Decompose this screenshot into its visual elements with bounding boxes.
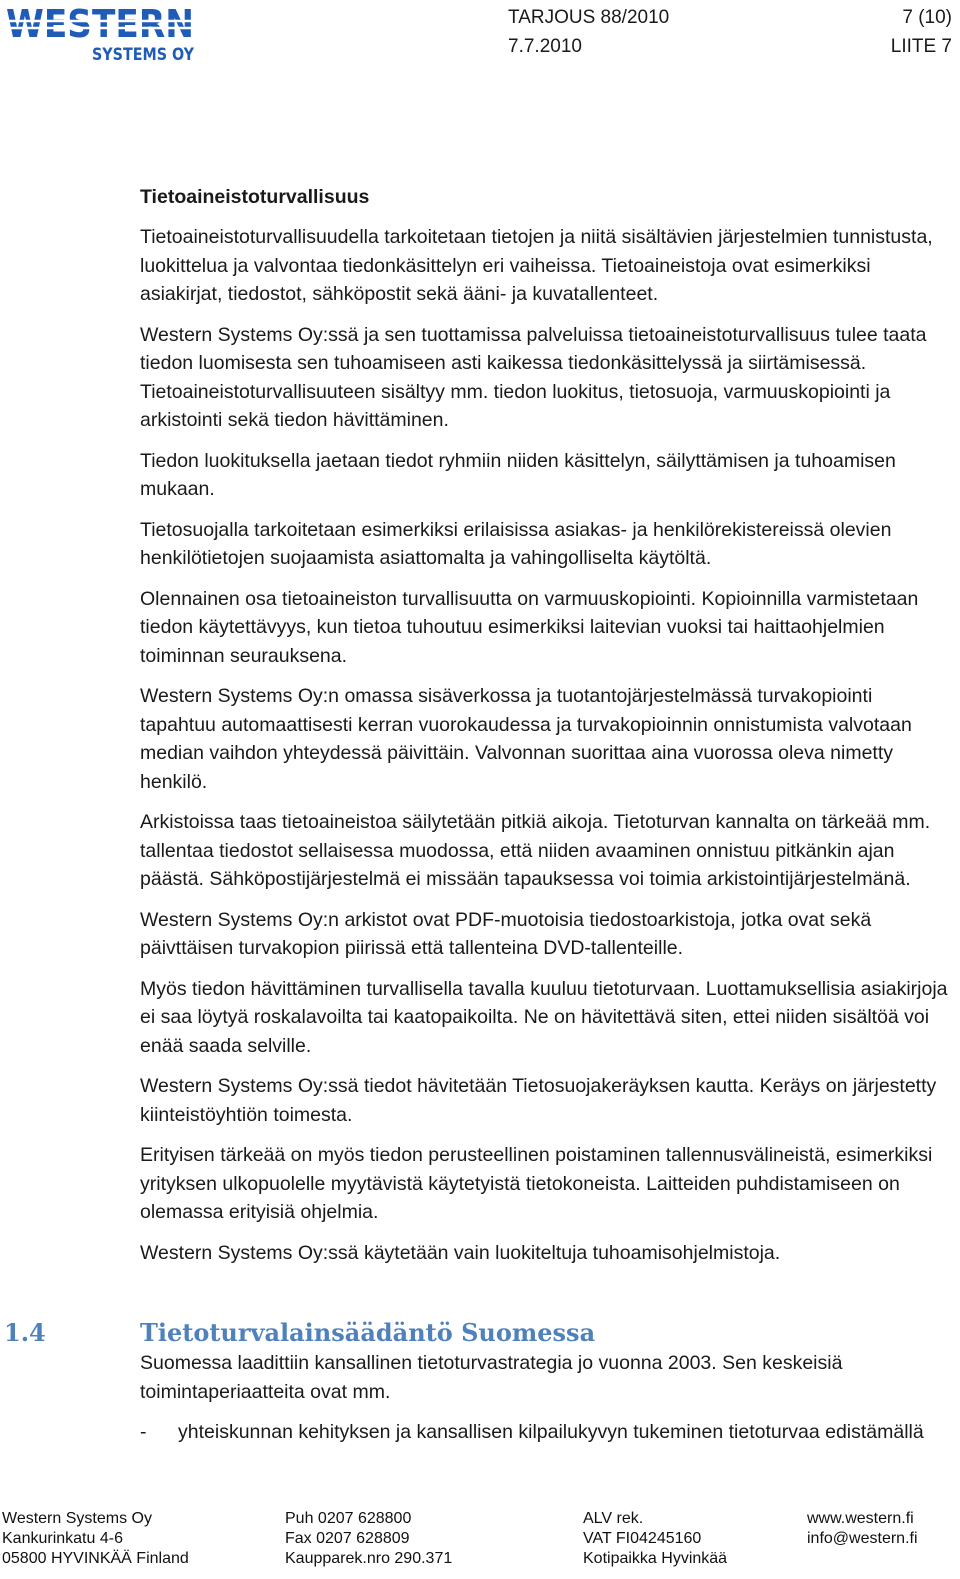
header-doc-info: [508, 3, 669, 61]
footer-contact: [285, 1509, 452, 1569]
paragraph: Myös tiedon hävittäminen turvallisella tavalla kuuluu tietoturvaan. Luottamuksellisia asiakirjoja ei saa löytyä roskalavoilta tai kaatopaikoilta. Ne on hävitettävä siten, ettei niiden sisältöä voi enää saada selville.: [140, 977, 948, 1057]
footer-company-name: Western Systems Oy: [2, 1510, 152, 1527]
header-page-info: [891, 3, 952, 61]
main-content: [140, 183, 950, 1279]
section-number: 1.4: [4, 1318, 46, 1347]
paragraph: Tiedon luokituksella jaetaan tiedot ryhmiin niiden käsittelyn, säilyttämisen ja tuhoamisen mukaan.: [140, 449, 896, 500]
company-logo: [4, 4, 198, 66]
section-title: Tietoaineistoturvallisuus: [140, 186, 370, 208]
footer-vat: [583, 1509, 727, 1569]
section-heading-title: Tietoturvalainsäädäntö Suomessa: [140, 1318, 596, 1347]
footer-vat-label: ALV rek.: [583, 1510, 644, 1527]
attachment-label: LIITE 7: [890, 36, 952, 57]
section-heading: [0, 1318, 960, 1352]
footer-website-link[interactable]: www.western.fi: [807, 1510, 914, 1527]
footer-web: [807, 1509, 918, 1549]
paragraph: Erityisen tärkeää on myös tiedon perusteellinen poistaminen tallennusvälineistä, esimerkiksi yrityksen ulkopuolelle myytävistä käytetyistä tietokoneista. Laitteiden puhdistamiseen on olemassa erityisiä ohjelmia.: [140, 1144, 933, 1223]
footer-street: Kankurinkatu 4-6: [2, 1530, 123, 1547]
paragraph: Arkistoissa taas tietoaineistoa säilytetään pitkiä aikoja. Tietoturvan kannalta on tärkeää mm. tallentaa tiedostot sellaisessa muodossa, että niiden avaaminen onnistuu pitkänkin ajan päästä. Sähköpostijärjestelmä ei missään tapauksessa voi toimia arkistointijärjestelmänä.: [140, 811, 931, 890]
list-item-text: yhteiskunnan kehityksen ja kansallisen kilpailukyvyn tukeminen tietoturvaa edistämällä: [178, 1421, 924, 1443]
paragraph: Western Systems Oy:n omassa sisäverkossa ja tuotantojärjestelmässä turvakopiointi tapahtuu automaattisesti kerran vuorokaudessa ja turvakopioinnin onnistumista valvotaan median vaihdon yhteydessä päivittäin. Valvonnan suorittaa aina vuorossa oleva nimetty henkilö.: [140, 685, 912, 793]
section-intro: Suomessa laadittiin kansallinen tietoturvastrategia jo vuonna 2003. Sen keskeisiä toimintaperiaatteita ovat mm.: [140, 1352, 843, 1403]
doc-date: 7.7.2010: [508, 36, 582, 57]
doc-reference: TARJOUS 88/2010: [508, 7, 670, 28]
paragraph: Western Systems Oy:n arkistot ovat PDF-muotoisia tiedostoarkistoja, jotka ovat sekä päivttäisen turvakopion piirissä että tallenteina DVD-tallenteille.: [140, 908, 872, 959]
logo-text-top: WESTERN: [6, 2, 194, 46]
paragraph: Olennainen osa tietoaineiston turvallisuutta on varmuuskopiointi. Kopioinnilla varmistetaan tiedon käytettävyys, kun tietoa tuhoutuu esimerkiksi laitevian vuoksi tai haittaohjelmien toiminnan seurauksena.: [140, 587, 919, 667]
logo-text-bottom: SYSTEMS OY: [92, 45, 195, 65]
paragraph: Western Systems Oy:ssä tiedot hävitetään Tietosuojakeräyksen kautta. Keräys on järjestetty kiinteistöyhtiön toimesta.: [140, 1075, 937, 1126]
paragraph: Western Systems Oy:ssä käytetään vain luokiteltuja tuhoamisohjelmistoja.: [140, 1241, 781, 1264]
paragraph: Western Systems Oy:ssä ja sen tuottamissa palveluissa tietoaineistoturvallisuus tulee taata tiedon luomisesta sen tuhoamiseen asti kaikessa tiedonkäsittelyssä ja siirtämisessä. Tietoaineistoturvallisuuteen sisältyy mm. tiedon luokitus, tietosuoja, varmuuskopiointi ja arkistointi sekä tiedon hävittäminen.: [140, 323, 927, 431]
paragraph: Tietosuojalla tarkoitetaan esimerkiksi erilaisissa asiakas- ja henkilörekistereissä olevien henkilötietojen suojaamista asiattomalta ja vahingolliselta käytöltä.: [140, 518, 892, 569]
footer-phone: Puh 0207 628800: [285, 1510, 412, 1527]
footer-fax: Fax 0207 628809: [285, 1530, 410, 1547]
footer-domicile: Kotipaikka Hyvinkää: [583, 1550, 728, 1567]
list-item: [140, 1418, 950, 1447]
bullet-marker: -: [140, 1421, 147, 1443]
section-content: [140, 1349, 950, 1459]
footer-company: [2, 1509, 189, 1569]
paragraph: Tietoaineistoturvallisuudella tarkoitetaan tietojen ja niitä sisältävien järjestelmien tunnistusta, luokittelua ja valvontaa tiedonkäsittelyn eri vaiheissa. Tietoaineistoja ovat esimerkiksi asiakirjat, tiedostot, sähköpostit sekä ääni- ja kuvatallenteet.: [140, 226, 933, 305]
page-number: 7 (10): [902, 7, 952, 28]
footer-vat-number: VAT FI04245160: [583, 1530, 702, 1547]
footer-email-link[interactable]: info@western.fi: [807, 1530, 918, 1547]
footer-city: 05800 HYVINKÄÄ Finland: [2, 1550, 189, 1567]
footer-trade-reg: Kaupparek.nro 290.371: [285, 1550, 453, 1567]
